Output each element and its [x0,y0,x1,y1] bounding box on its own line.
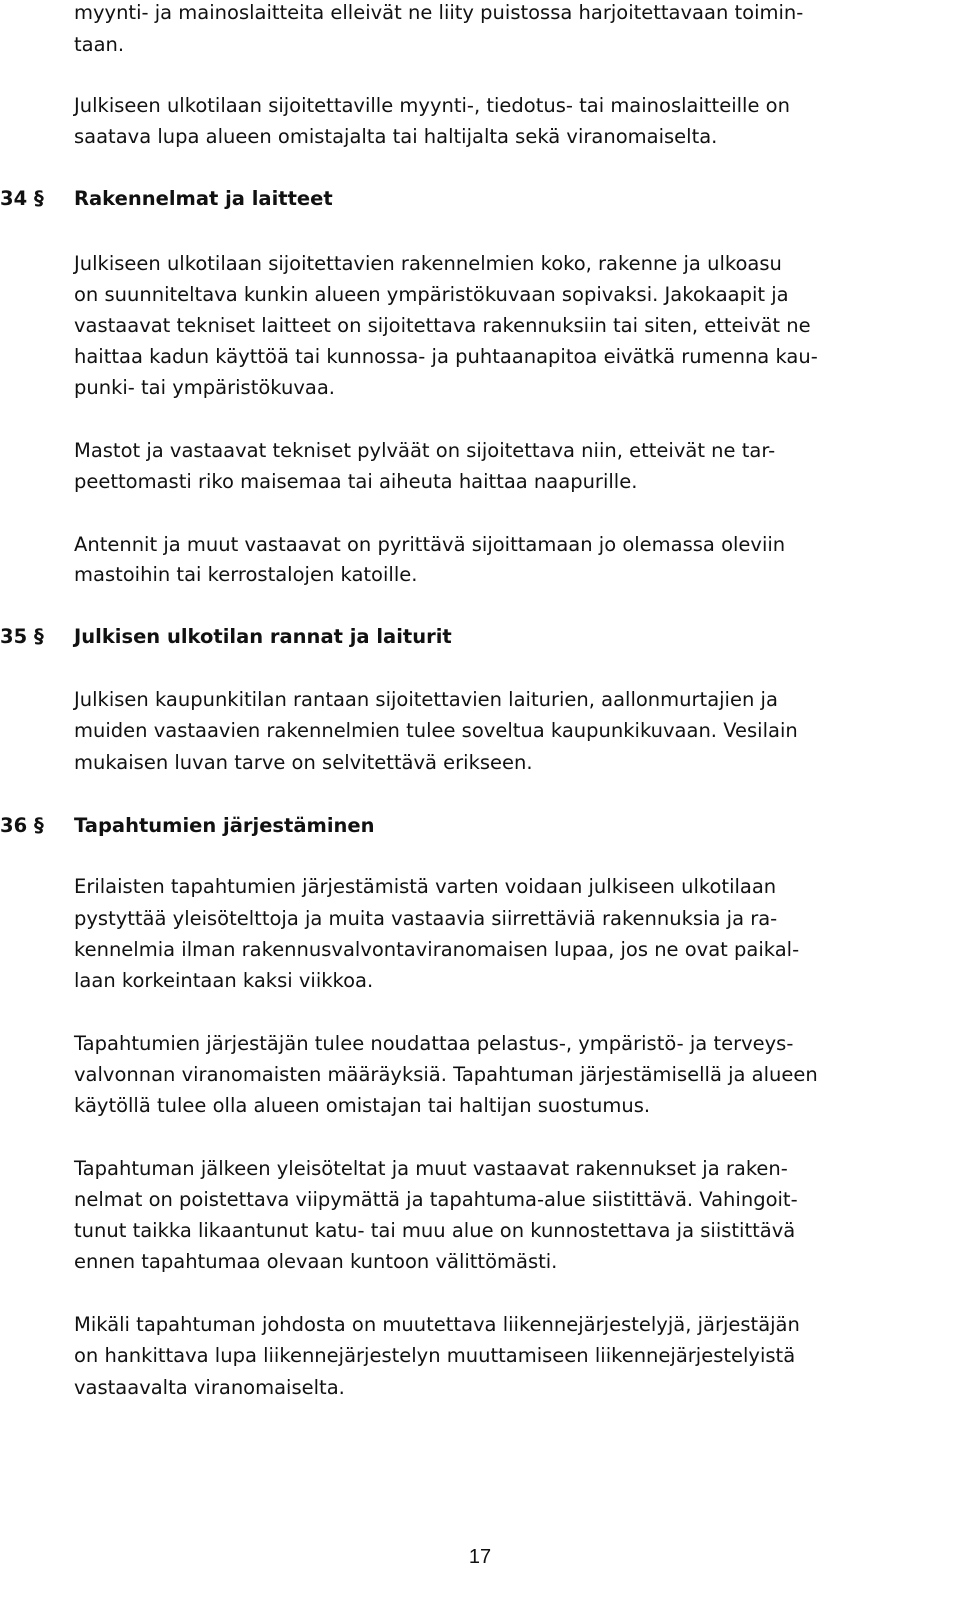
text-line: kennelmia ilman rakennusvalvontaviranomaisen lupaa, jos ne ovat paikal- [74,938,800,961]
text-line: Julkiseen ulkotilaan sijoitettavien rakennelmien koko, rakenne ja ulkoasu [74,252,782,275]
text-line: pystyttää yleisötelttoja ja muita vastaavia siirrettäviä rakennuksia ja ra- [74,907,778,930]
section-title: Rakennelmat ja laitteet [74,187,333,210]
text-line: peettomasti riko maisemaa tai aiheuta haittaa naapurille. [74,470,638,493]
text-line: saatava lupa alueen omistajalta tai haltijalta sekä viranomaiselta. [74,125,718,148]
text-line: mastoihin tai kerrostalojen katoille. [74,563,418,586]
text-line: muiden vastaavien rakennelmien tulee soveltua kaupunkikuvaan. Vesilain [74,719,798,742]
text-line: Mastot ja vastaavat tekniset pylväät on sijoitettava niin, etteivät ne tar- [74,439,776,462]
text-line: käytöllä tulee olla alueen omistajan tai haltijan suostumus. [74,1094,651,1117]
text-line: nelmat on poistettava viipymättä ja tapahtuma-alue siistittävä. Vahingoit- [74,1188,798,1211]
text-line: Erilaisten tapahtumien järjestämistä varten voidaan julkiseen ulkotilaan [74,875,777,898]
section-number: 36 [0,814,28,837]
text-line: Tapahtuman jälkeen yleisöteltat ja muut vastaavat rakennukset ja raken- [74,1157,788,1180]
text-line: Antennit ja muut vastaavat on pyrittävä sijoittamaan jo olemassa oleviin [74,533,786,556]
text-line: on hankittava lupa liikennejärjestelyn muuttamiseen liikennejärjestelyistä [74,1344,796,1367]
text-line: ennen tapahtumaa olevaan kuntoon välittömästi. [74,1250,558,1273]
text-line: Mikäli tapahtuman johdosta on muutettava liikennejärjestelyjä, järjestäjän [74,1313,800,1336]
section-number: 34 [0,187,28,210]
section-title: Tapahtumien järjestäminen [74,814,375,837]
text-line: vastaavat tekniset laitteet on sijoitettava rakennuksiin tai siten, etteivät ne [74,314,811,337]
text-line: valvonnan viranomaisten määräyksiä. Tapahtuman järjestämisellä ja alueen [74,1063,818,1086]
text-line: Tapahtumien järjestäjän tulee noudattaa pelastus-, ympäristö- ja terveys- [74,1032,794,1055]
text-line: Julkiseen ulkotilaan sijoitettaville myynti-, tiedotus- tai mainoslaitteille on [74,94,790,117]
text-line: haittaa kadun käyttöä tai kunnossa- ja puhtaanapitoa eivätkä rumenna kau- [74,345,818,368]
text-line: Julkisen kaupunkitilan rantaan sijoitettavien laiturien, aallonmurtajien ja [74,688,778,711]
text-line: laan korkeintaan kaksi viikkoa. [74,969,374,992]
section-sign: § [34,187,44,210]
section-sign: § [34,625,44,648]
text-line: taan. [74,33,125,56]
section-number: 35 [0,625,28,648]
text-line: punki- tai ympäristökuvaa. [74,376,335,399]
text-line: vastaavalta viranomaiselta. [74,1376,345,1399]
text-line: mukaisen luvan tarve on selvitettävä erikseen. [74,751,533,774]
section-sign: § [34,814,44,837]
page-number: 17 [468,1546,492,1568]
text-line: tunut taikka likaantunut katu- tai muu alue on kunnostettava ja siistittävä [74,1219,796,1242]
text-line: myynti- ja mainoslaitteita elleivät ne liity puistossa harjoitettavaan toimin- [74,1,804,24]
text-line: on suunniteltava kunkin alueen ympäristökuvaan sopivaksi. Jakokaapit ja [74,283,789,306]
section-title: Julkisen ulkotilan rannat ja laiturit [74,625,452,648]
